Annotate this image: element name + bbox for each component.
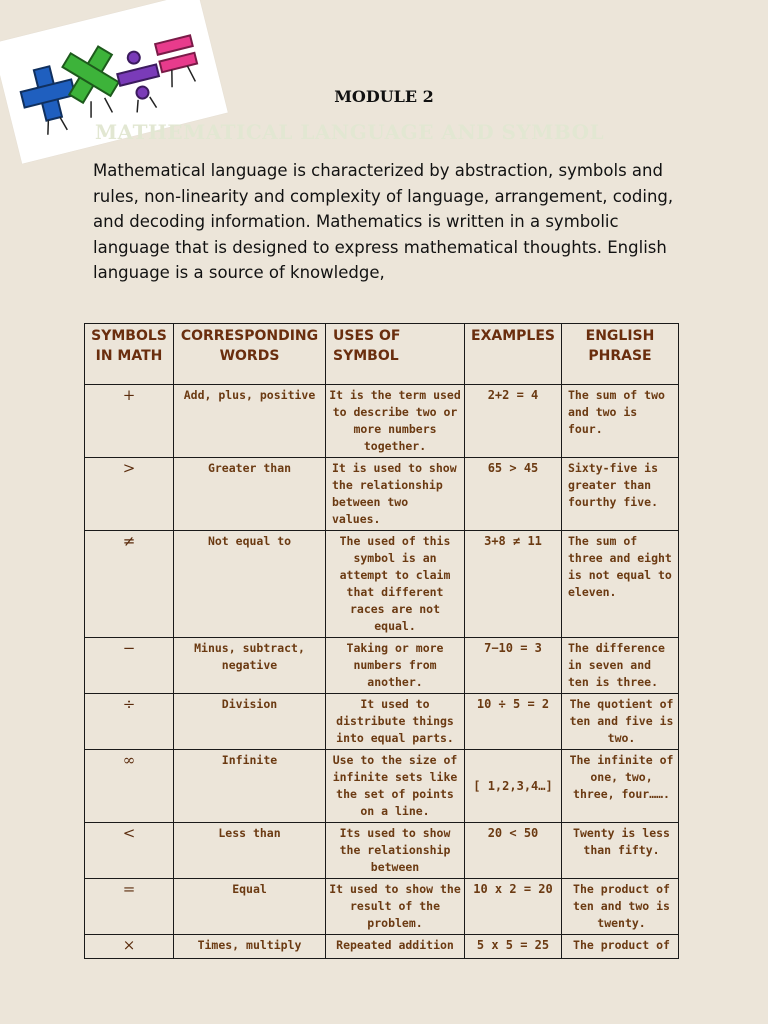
example-cell: 3+8 ≠ 11 (465, 531, 562, 638)
symbol-cell: < (85, 823, 174, 879)
words-cell: Times, multiply (174, 935, 326, 959)
table-row (85, 694, 679, 750)
words-cell: Minus, subtract, negative (174, 638, 326, 694)
intro-paragraph: Mathematical language is characterized by abstraction, symbols and rules, non-linearity and complexity of language, arrangement, coding, and decoding information. Mathematics is written in a symbolic language that is designed to express mathematical thoughts. English language is a source of knowledge, (93, 161, 674, 282)
uses-cell: It is the term used to describe two or more numbers together. (326, 385, 465, 458)
header-symbols-in-math: SYMBOLS IN MATH (85, 324, 174, 385)
table-header-row (85, 324, 679, 385)
example-cell: 5 x 5 = 25 (465, 935, 562, 959)
symbol-cell: × (85, 935, 174, 959)
header-uses-of-symbol: USES OF SYMBOL (326, 324, 465, 385)
uses-cell: Taking or more numbers from another. (326, 638, 465, 694)
table-row (85, 823, 679, 879)
example-cell: 7−10 = 3 (465, 638, 562, 694)
example-cell: 65 > 45 (465, 458, 562, 531)
table-row (85, 638, 679, 694)
example-cell: [ 1,2,3,4…] (465, 750, 562, 823)
symbol-cell: ÷ (85, 694, 174, 750)
header-english-phrase: ENGLISH PHRASE (562, 324, 679, 385)
phrase-cell: Sixty-five is greater than fourthy five. (562, 458, 679, 531)
header-examples: EXAMPLES (465, 324, 562, 385)
uses-cell: Repeated addition (326, 935, 465, 959)
example-cell: 2+2 = 4 (465, 385, 562, 458)
example-cell: 10 x 2 = 20 (465, 879, 562, 935)
words-cell: Equal (174, 879, 326, 935)
uses-cell: It used to show the result of the problem. (326, 879, 465, 935)
symbol-cell: ≠ (85, 531, 174, 638)
symbol-cell: > (85, 458, 174, 531)
table-row (85, 458, 679, 531)
words-cell: Infinite (174, 750, 326, 823)
phrase-cell: The sum of two and two is four. (562, 385, 679, 458)
phrase-cell: The product of ten and two is twenty. (562, 879, 679, 935)
symbol-cell: + (85, 385, 174, 458)
uses-cell: The used of this symbol is an attempt to claim that different races are not equal. (326, 531, 465, 638)
uses-cell: Its used to show the relationship between (326, 823, 465, 879)
uses-cell: It is used to show the relationship between two values. (326, 458, 465, 531)
table-row (85, 750, 679, 823)
symbol-cell: = (85, 879, 174, 935)
phrase-cell: The quotient of ten and five is two. (562, 694, 679, 750)
module-title: MODULE 2 (334, 87, 434, 106)
table-row (85, 385, 679, 458)
words-cell: Add, plus, positive (174, 385, 326, 458)
phrase-cell: The sum of three and eight is not equal to eleven. (562, 531, 679, 638)
words-cell: Less than (174, 823, 326, 879)
phrase-cell: Twenty is less than fifty. (562, 823, 679, 879)
phrase-cell: The infinite of one, two, three, four……. (562, 750, 679, 823)
uses-cell: It used to distribute things into equal parts. (326, 694, 465, 750)
table-row (85, 531, 679, 638)
uses-cell: Use to the size of infinite sets like the set of points on a line. (326, 750, 465, 823)
example-cell: 10 ÷ 5 = 2 (465, 694, 562, 750)
math-symbols-table (84, 323, 679, 959)
faded-section-title: MATHEMATICAL LANGUAGE AND SYMBOL (95, 120, 605, 144)
symbol-cell: ∞ (85, 750, 174, 823)
words-cell: Greater than (174, 458, 326, 531)
table-row (85, 879, 679, 935)
phrase-cell: The difference in seven and ten is three. (562, 638, 679, 694)
example-cell: 20 < 50 (465, 823, 562, 879)
symbol-cell: − (85, 638, 174, 694)
phrase-cell: The product of (562, 935, 679, 959)
table-row (85, 935, 679, 959)
words-cell: Division (174, 694, 326, 750)
words-cell: Not equal to (174, 531, 326, 638)
header-corresponding-words: CORRESPONDING WORDS (174, 324, 326, 385)
